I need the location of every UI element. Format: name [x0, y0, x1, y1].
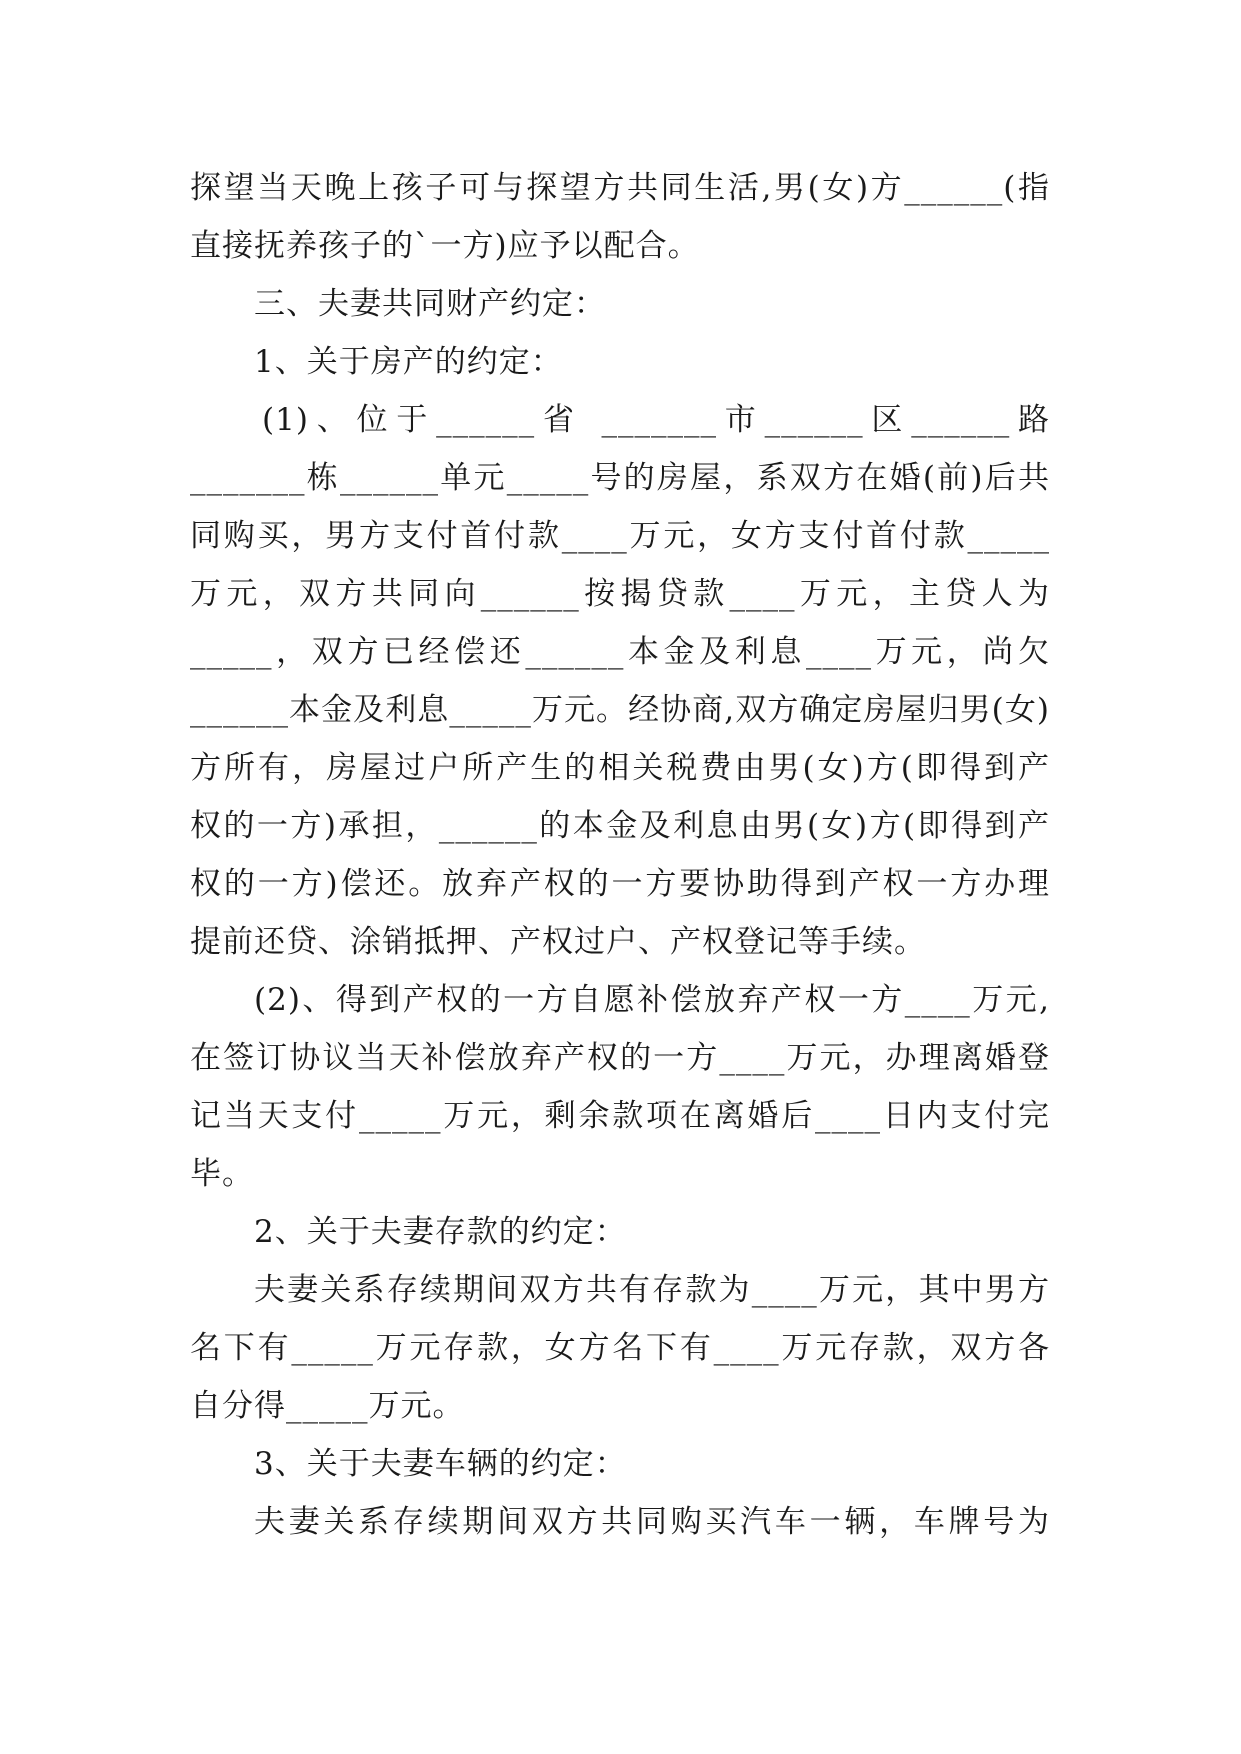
- text-line: _______栋______单元_____号的房屋，系双方在婚(前)后共: [190, 460, 1050, 496]
- text-line: 名下有_____万元存款，女方名下有____万元存款，双方各: [190, 1330, 1050, 1366]
- text-line: 权的一方)偿还。放弃产权的一方要协助得到产权一方办理: [190, 866, 1050, 902]
- text-line: 直接抚养孩子的`一方)应予以配合。: [190, 228, 700, 264]
- text-line: (2)、得到产权的一方自愿补偿放弃产权一方____万元,: [254, 982, 1050, 1018]
- text-line: 提前还贷、涂销抵押、产权过户、产权登记等手续。: [190, 924, 926, 960]
- subsection-heading: 2、关于夫妻存款的约定：: [254, 1214, 627, 1250]
- text-line: 记当天支付_____万元，剩余款项在离婚后____日内支付完: [190, 1098, 1050, 1134]
- text-line: (1)、位于______省 _______市______区______路: [262, 402, 1050, 438]
- text-line: 自分得_____万元。: [190, 1388, 465, 1424]
- text-line: ______本金及利息_____万元。经协商,双方确定房屋归男(女): [190, 692, 1050, 728]
- text-line: 夫妻关系存续期间双方共同购买汽车一辆，车牌号为: [254, 1504, 1050, 1540]
- text-line: 夫妻关系存续期间双方共有存款为____万元，其中男方: [254, 1272, 1050, 1308]
- text-line: 方所有，房屋过户所产生的相关税费由男(女)方(即得到产: [190, 750, 1050, 786]
- text-line: 万元，双方共同向______按揭贷款____万元，主贷人为: [190, 576, 1050, 612]
- text-line: _____，双方已经偿还______本金及利息____万元，尚欠: [190, 634, 1050, 670]
- text-line: 同购买，男方支付首付款____万元，女方支付首付款_____: [190, 518, 1050, 554]
- text-line: 探望当天晚上孩子可与探望方共同生活,男(女)方______(指: [190, 170, 1050, 206]
- text-line: 毕。: [190, 1156, 254, 1192]
- section-heading: 三、夫妻共同财产约定：: [254, 286, 606, 322]
- text-line: 权的一方)承担，______的本金及利息由男(女)方(即得到产: [190, 808, 1050, 844]
- text-line: 在签订协议当天补偿放弃产权的一方____万元，办理离婚登: [190, 1040, 1050, 1076]
- subsection-heading: 3、关于夫妻车辆的约定：: [254, 1446, 627, 1482]
- subsection-heading: 1、关于房产的约定：: [254, 344, 563, 380]
